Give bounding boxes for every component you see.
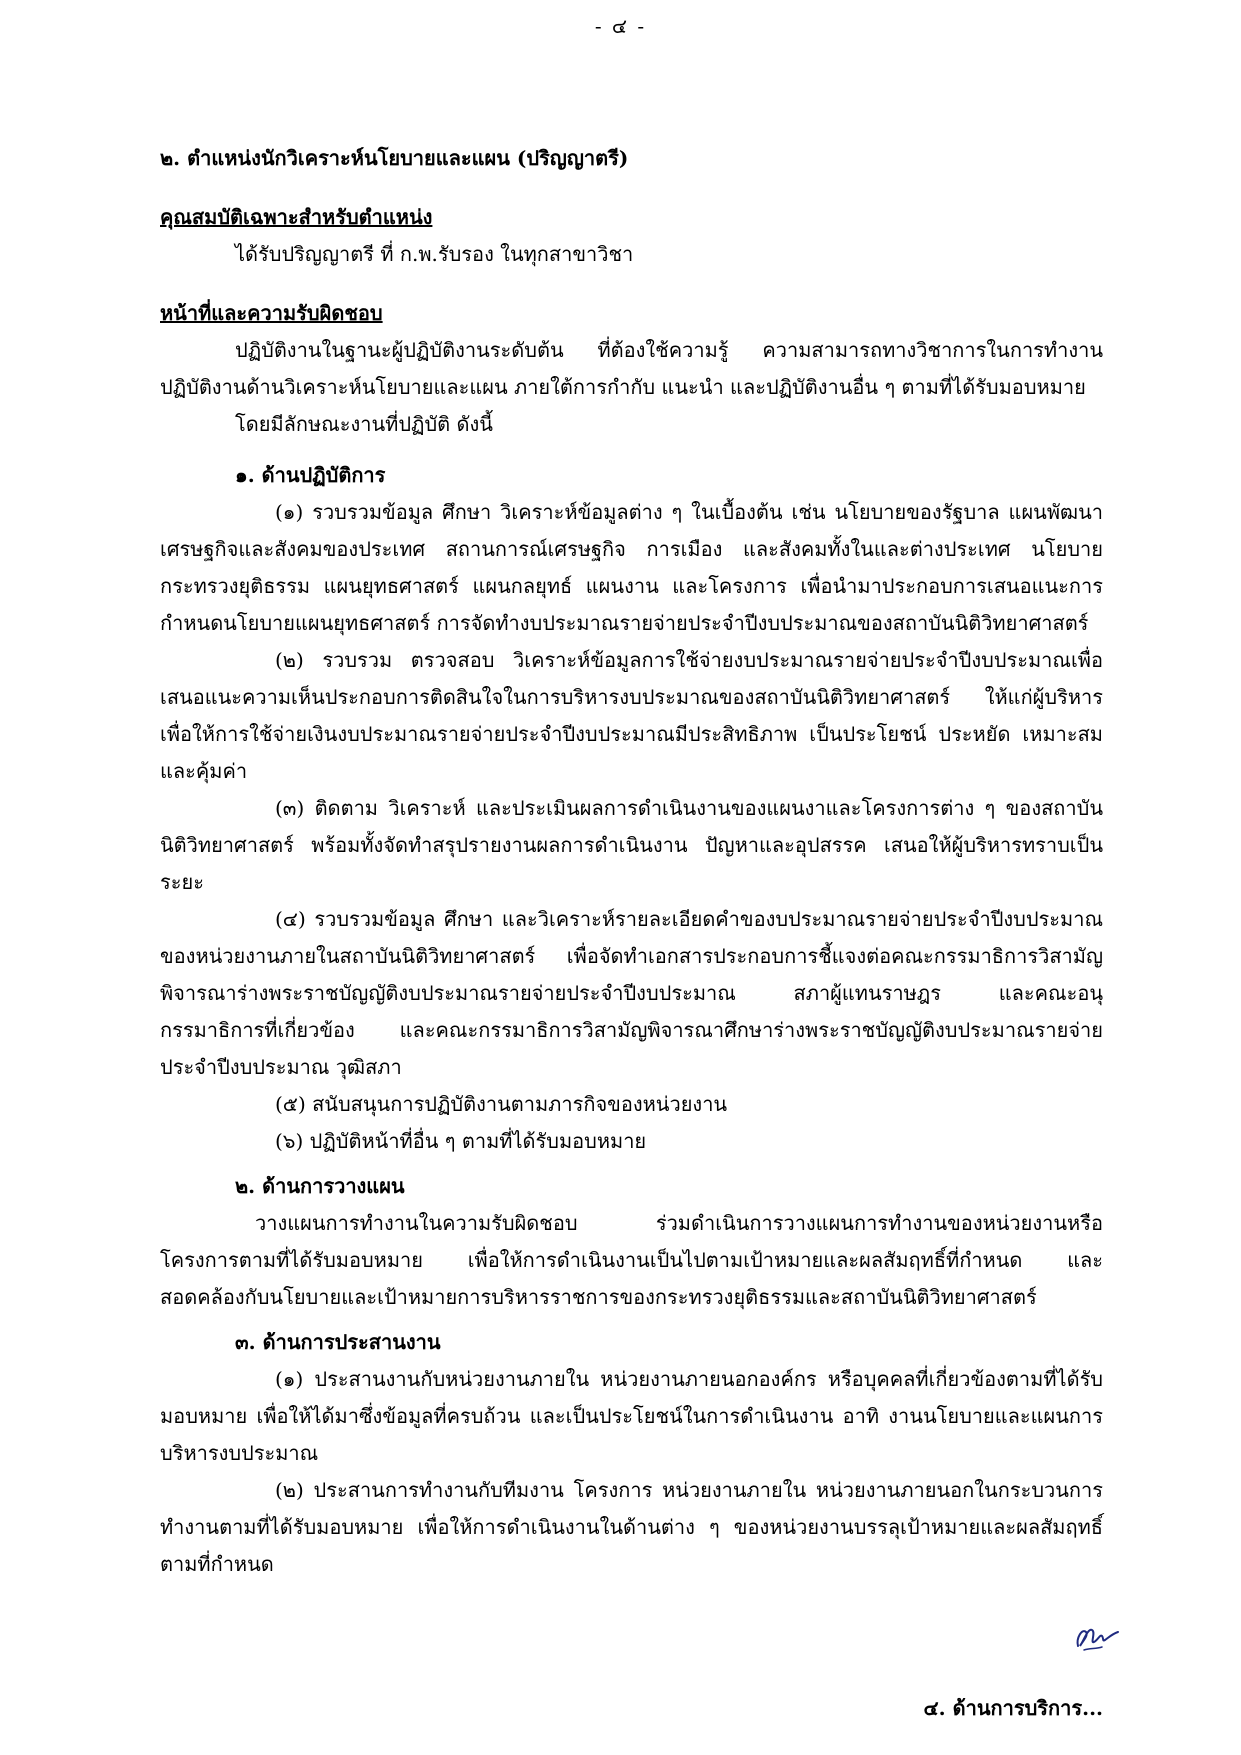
duties-section	[160, 295, 1103, 443]
duties-lead: โดยมีลักษณะงานที่ปฏิบัติ ดังนี้	[235, 412, 493, 436]
document-body	[160, 140, 1103, 1583]
area-title: ๒. ด้านการวางแผน	[235, 1174, 405, 1198]
area-title: ๓. ด้านการประสานงาน	[235, 1330, 441, 1354]
area-item: (๔) รวบรวมข้อมูล ศึกษา และวิเคราะห์รายละเอียดคำของบประมาณรายจ่ายประจำปีงบประมาณของหน่วยงานภายในสถาบันนิติวิทยาศาสตร์ เพื่อจัดทำเอกสารประกอบการชี้แจงต่อคณะกรรมาธิการวิสามัญพิจารณาร่างพระราชบัญญัติงบประมาณรายจ่ายประจำปีงบประมาณ สภาผู้แทนราษฎร และคณะอนุกรรมาธิการที่เกี่ยวข้อง และคณะกรรมาธิการวิสามัญพิจารณาศึกษาร่างพระราชบัญญัติงบประมาณรายจ่ายประจำปีงบประมาณ วุฒิสภา	[160, 907, 1103, 1079]
area-operations	[160, 457, 1103, 1160]
area-item: (๒) รวบรวม ตรวจสอบ วิเคราะห์ข้อมูลการใช้จ่ายงบประมาณรายจ่ายประจำปีงบประมาณเพื่อเสนอแนะความเห็นประกอบการติดสินใจในการบริหารงบประมาณของสถาบันนิติวิทยาศาสตร์ ให้แก่ผู้บริหาร เพื่อให้การใช้จ่ายเงินงบประมาณรายจ่ายประจำปีงบประมาณมีประสิทธิภาพ เป็นประโยชน์ ประหยัด เหมาะสม และคุ้มค่า	[160, 648, 1103, 783]
area-item: (๖) ปฏิบัติหน้าที่อื่น ๆ ตามที่ได้รับมอบหมาย	[275, 1129, 647, 1153]
area-coordination	[160, 1324, 1103, 1583]
signature-initials-icon	[1072, 1620, 1122, 1654]
area-item: วางแผนการทำงานในความรับผิดชอบ ร่วมดำเนินการวางแผนการทำงานของหน่วยงานหรือโครงการตามที่ได้รับมอบหมาย เพื่อให้การดำเนินงานเป็นไปตามเป้าหมายและผลสัมฤทธิ์ที่กำหนด และสอดคล้องกับนโยบายและเป้าหมายการบริหารราชการของกระทรวงยุติธรรมและสถาบันนิติวิทยาศาสตร์	[160, 1211, 1103, 1309]
qualifications-text: ได้รับปริญญาตรี ที่ ก.พ.รับรอง ในทุกสาขาวิชา	[235, 242, 634, 266]
continuation-note: ๔. ด้านการบริการ...	[923, 1696, 1103, 1720]
area-item: (๑) ประสานงานกับหน่วยงานภายใน หน่วยงานภายนอกองค์กร หรือบุคคลที่เกี่ยวข้องตามที่ได้รับมอบหมาย เพื่อให้ได้มาซึ่งข้อมูลที่ครบถ้วน และเป็นประโยชน์ในการดำเนินงาน อาทิ งานนโยบายและแผนการบริหารงบประมาณ	[160, 1367, 1103, 1465]
page-number: - ๔ -	[594, 14, 647, 38]
area-title: ๑. ด้านปฏิบัติการ	[235, 463, 386, 487]
duties-heading: หน้าที่และความรับผิดชอบ	[160, 301, 383, 325]
duties-intro: ปฏิบัติงานในฐานะผู้ปฏิบัติงานระดับต้น ที่ต้องใช้ความรู้ ความสามารถทางวิชาการในการทำงาน ปฏิบัติงานด้านวิเคราะห์นโยบายและแผน ภายใต้การกำกับ แนะนำ และปฏิบัติงานอื่น ๆ ตามที่ได้รับมอบหมาย	[160, 338, 1103, 399]
area-item: (๓) ติดตาม วิเคราะห์ และประเมินผลการดำเนินงานของแผนงาและโครงการต่าง ๆ ของสถาบันนิติวิทยาศาสตร์ พร้อมทั้งจัดทำสรุปรายงานผลการดำเนินงาน ปัญหาและอุปสรรค เสนอให้ผู้บริหารทราบเป็นระยะ	[160, 796, 1103, 894]
section-title: ๒. ตำแหน่งนักวิเคราะห์นโยบายและแผน (ปริญญาตรี)	[160, 146, 629, 170]
area-planning	[160, 1168, 1103, 1316]
qualifications-heading: คุณสมบัติเฉพาะสำหรับตำแหน่ง	[160, 205, 433, 229]
qualifications-section	[160, 199, 1103, 273]
area-item: (๑) รวบรวมข้อมูล ศึกษา วิเคราะห์ข้อมูลต่าง ๆ ในเบื้องต้น เช่น นโยบายของรัฐบาล แผนพัฒนาเศรษฐกิจและสังคมของประเทศ สถานการณ์เศรษฐกิจ การเมือง และสังคมทั้งในและต่างประเทศ นโยบายกระทรวงยุติธรรม แผนยุทธศาสตร์ แผนกลยุทธ์ แผนงาน และโครงการ เพื่อนำมาประกอบการเสนอแนะการกำหนดนโยบายแผนยุทธศาสตร์ การจัดทำงบประมาณรายจ่ายประจำปีงบประมาณของสถาบันนิติวิทยาศาสตร์	[160, 500, 1103, 635]
area-item: (๕) สนับสนุนการปฏิบัติงานตามภารกิจของหน่วยงาน	[275, 1092, 728, 1116]
area-item: (๒) ประสานการทำงานกับทีมงาน โครงการ หน่วยงานภายใน หน่วยงานภายนอกในกระบวนการทำงานตามที่ได้รับมอบหมาย เพื่อให้การดำเนินงานในด้านต่าง ๆ ของหน่วยงานบรรลุเป้าหมายและผลสัมฤทธิ์ตามที่กำหนด	[160, 1478, 1103, 1576]
